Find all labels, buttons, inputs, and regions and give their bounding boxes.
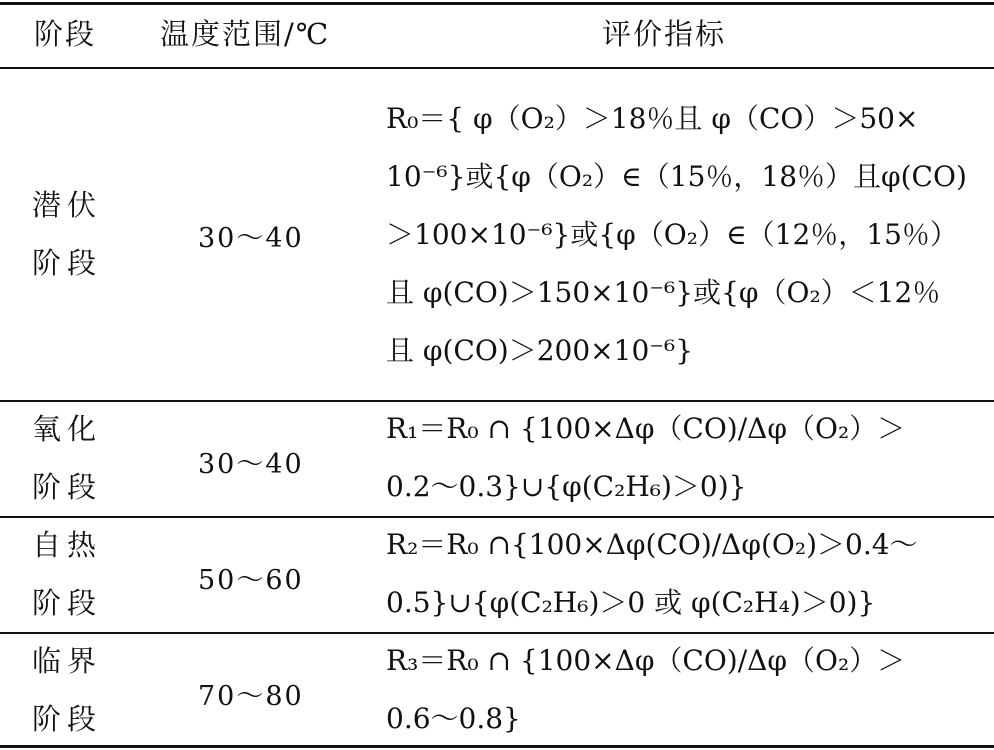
header-criteria: 评价指标: [601, 17, 726, 51]
table-row-oxidation: [0, 400, 994, 516]
stage-line1: 氧化: [32, 412, 103, 446]
header-rule: [0, 67, 994, 69]
table-row-latent: [0, 90, 994, 380]
criteria-line: 且 φ(CO)＞150×10⁻⁶}或{φ（O₂）＜12％: [386, 276, 941, 309]
stage-line1: 潜伏: [32, 188, 103, 222]
stage-cell: [32, 516, 102, 632]
temperature-cell: 70～80: [198, 681, 304, 712]
criteria-line: R₂＝R₀ ∩{100×Δφ(CO)/Δφ(O₂)＞0.4～: [386, 528, 918, 561]
table-row-self-heating: [0, 516, 994, 632]
temperature-cell: 30～40: [198, 223, 304, 254]
header-temperature: 温度范围/℃: [160, 17, 331, 51]
stage-line2: 阶段: [32, 702, 103, 736]
criteria-line: 0.5}∪{φ(C₂H₆)＞0 或 φ(C₂H₄)＞0)}: [386, 586, 876, 619]
criteria-line: R₁＝R₀ ∩ {100×Δφ（CO)/Δφ（O₂）＞: [386, 412, 906, 445]
stage-cell: [32, 400, 102, 516]
temperature-cell: 50～60: [198, 565, 304, 596]
criteria-line: R₃＝R₀ ∩ {100×Δφ（CO)/Δφ（O₂）＞: [386, 644, 906, 677]
stage-cell: [32, 176, 102, 292]
temperature-cell: 30～40: [198, 449, 304, 480]
table-row-critical: [0, 632, 994, 748]
stage-line2: 阶段: [32, 470, 103, 504]
criteria-cell: [386, 516, 972, 632]
criteria-line: R₀＝{ φ（O₂）＞18％且 φ（CO）＞50×: [386, 102, 919, 135]
stage-line1: 自热: [32, 528, 103, 562]
criteria-line: 0.6～0.8}: [386, 702, 521, 735]
criteria-line: 且 φ(CO)＞200×10⁻⁶}: [386, 334, 694, 367]
criteria-cell: [386, 90, 972, 380]
criteria-cell: [386, 400, 972, 516]
criteria-cell: [386, 632, 972, 748]
stage-line2: 阶段: [32, 246, 103, 280]
stage-line1: 临界: [32, 644, 103, 678]
stage-line2: 阶段: [32, 586, 103, 620]
criteria-line: 0.2～0.3}∪{φ(C₂H₆)＞0)}: [386, 470, 747, 503]
criteria-line: ＞100×10⁻⁶}或{φ（O₂）∈（12％，15％）: [386, 218, 958, 251]
bottom-rule: [0, 745, 994, 748]
stage-cell: [32, 632, 102, 748]
criteria-line: 10⁻⁶}或{φ（O₂）∈（15％，18％）且φ(CO): [386, 160, 967, 193]
header-stage: 阶段: [34, 17, 97, 51]
